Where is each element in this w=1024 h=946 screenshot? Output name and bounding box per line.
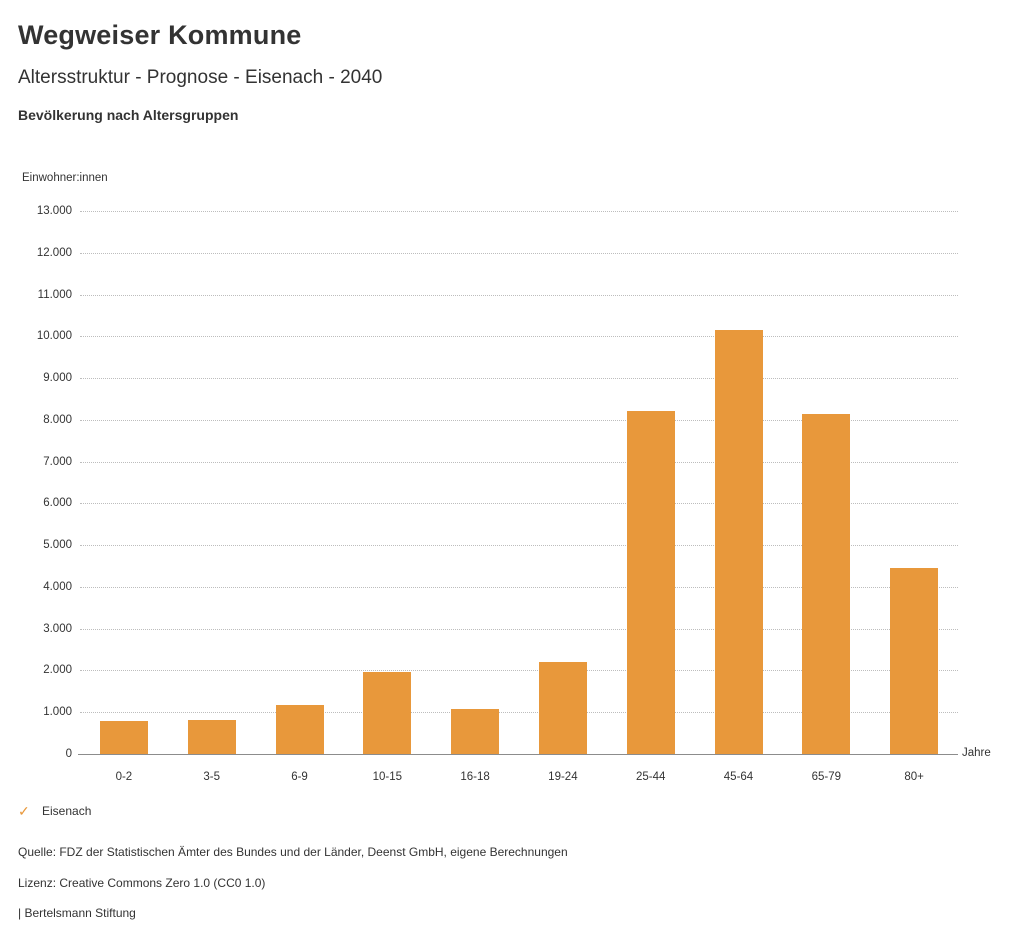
y-axis-tick-label: 2.000 <box>43 664 72 677</box>
y-axis-tick-label: 3.000 <box>43 622 72 635</box>
x-axis-unit-label: Jahre <box>962 747 991 759</box>
y-axis-unit-label: Einwohner:innen <box>22 172 108 184</box>
x-axis-tick-label: 3-5 <box>203 771 220 783</box>
page-title: Wegweiser Kommune <box>18 20 302 50</box>
y-axis-tick-label: 8.000 <box>43 413 72 426</box>
bar[interactable] <box>363 672 411 754</box>
bar[interactable] <box>890 568 938 754</box>
y-axis-tick-label: 11.000 <box>37 288 72 301</box>
bar[interactable] <box>451 709 499 754</box>
y-axis-tick-label: 0 <box>65 748 72 760</box>
y-axis-tick-label: 5.000 <box>43 539 72 552</box>
bar[interactable] <box>627 411 675 754</box>
x-axis-tick-label: 45-64 <box>723 771 754 783</box>
x-axis-tick-label: 80+ <box>904 771 924 783</box>
chart-section-title: Bevölkerung nach Altersgruppen <box>18 107 239 123</box>
y-axis-tick-label: 1.000 <box>43 706 72 719</box>
y-axis-tick-label: 7.000 <box>43 455 72 468</box>
y-axis-tick-label: 6.000 <box>43 497 72 510</box>
y-axis-labels <box>8 205 72 760</box>
bar[interactable] <box>188 720 236 754</box>
bar[interactable] <box>715 330 763 754</box>
x-axis-line <box>78 754 958 755</box>
y-axis-tick-label: 12.000 <box>36 246 72 259</box>
x-axis-tick-label: 10-15 <box>372 771 403 783</box>
publisher-note: | Bertelsmann Stiftung <box>18 906 136 920</box>
legend-item-label: Eisenach <box>42 804 92 818</box>
plot-area <box>80 211 958 783</box>
bar[interactable] <box>539 662 587 754</box>
x-axis-tick-label: 16-18 <box>460 771 490 783</box>
x-axis-tick-label: 0-2 <box>115 771 133 783</box>
y-axis-tick-label: 13.000 <box>36 205 72 217</box>
bar[interactable] <box>802 414 850 754</box>
chart-subtitle: Altersstruktur - Prognose - Eisenach - 2040 <box>18 67 383 88</box>
legend[interactable] <box>18 804 91 818</box>
y-axis-tick-label: 10.000 <box>36 330 72 343</box>
x-axis-tick-label: 6-9 <box>291 771 308 783</box>
source-note: Quelle: FDZ der Statistischen Ämter des Bundes und der Länder, Deenst GmbH, eigene Berechnungen <box>18 845 568 859</box>
license-note: Lizenz: Creative Commons Zero 1.0 (CC0 1.0) <box>18 876 266 890</box>
y-axis-tick-label: 4.000 <box>43 580 72 593</box>
x-axis-tick-label: 25-44 <box>635 771 666 783</box>
bar[interactable] <box>100 721 148 754</box>
x-axis-tick-label: 19-24 <box>548 771 578 783</box>
y-axis-tick-label: 9.000 <box>43 372 72 385</box>
x-axis-tick-label: 65-79 <box>811 771 842 783</box>
bar-series-eisenach <box>80 211 958 754</box>
check-icon: ✓ <box>18 803 30 819</box>
bar[interactable] <box>276 705 324 754</box>
